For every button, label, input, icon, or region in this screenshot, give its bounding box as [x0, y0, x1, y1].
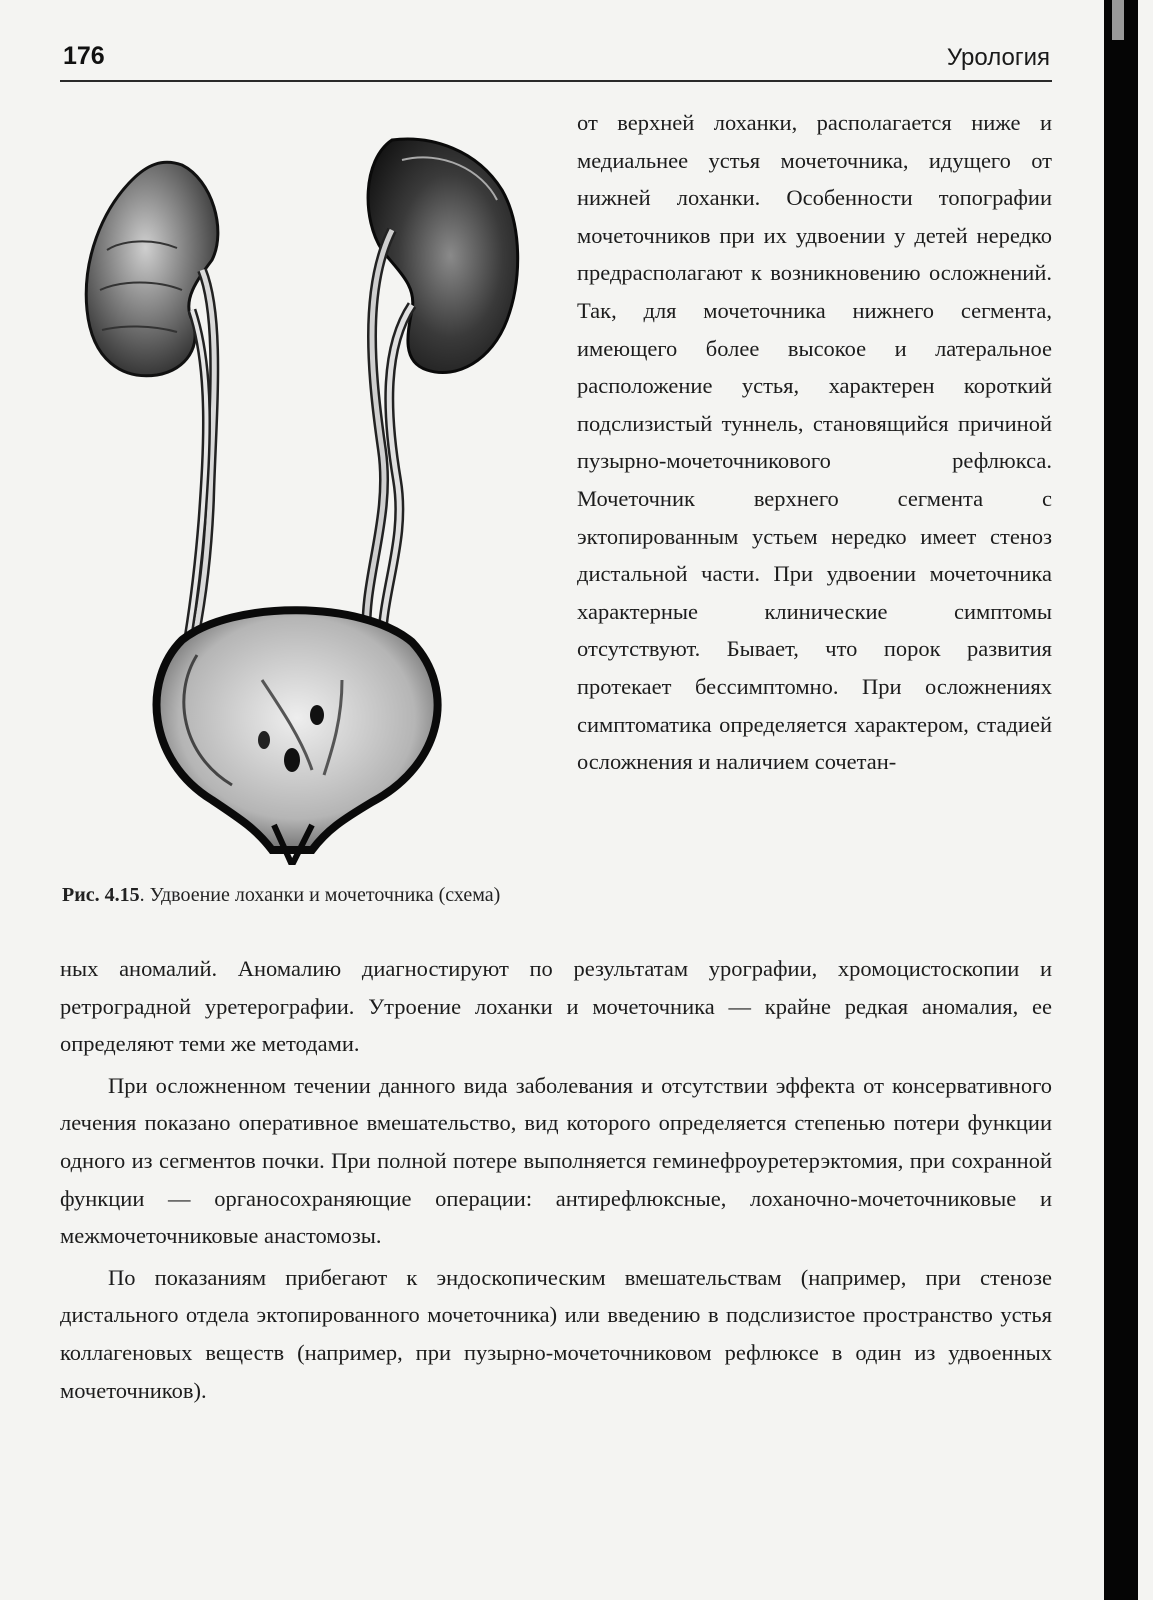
- caption-label: Рис. 4.15: [62, 884, 140, 906]
- main-text: [60, 950, 1052, 1409]
- figure-kidney-duplication: [62, 120, 560, 865]
- scan-edge-shadow: [1104, 0, 1138, 1600]
- page-header: [60, 38, 1052, 82]
- figure-caption: [62, 880, 542, 910]
- running-title: Урология: [946, 44, 1050, 71]
- urinary-bladder: [157, 610, 438, 850]
- page-number: 176: [63, 42, 105, 70]
- right-kidney: [368, 139, 518, 372]
- paragraph: При осложненном течении данного вида заболевания и отсутствии эффекта от консервативного лечения показано оперативное вмешательство, вид которого определяется степенью потери функции одного из сегментов почки. При полной потере выполняется геминефроуретерэктомия, при сохранной функции — органосохраняющие операции: антирефлюксные, лоханочно-мочеточниковые и межмочеточниковые анастомозы.: [60, 1072, 1052, 1249]
- paragraph-continuation: ных аномалий. Аномалию диагностируют по результатам урографии, хромоцистоскопии и ретроградной уретерографии. Утроение лоханки и мочеточника — крайне редкая аномалия, ее определяют теми же методами.: [60, 956, 1052, 1057]
- side-column-text: от верхней лоханки, располагается ниже и медиальнее устья мочеточника, идущего от нижней лоханки. Особенности топографии мочеточников при их удвоении у детей нередко предрасполагают к возникновению осложнений. Так, для мочеточника нижнего сегмента, имеющего более высокое и латеральное расположение устья, характерен короткий подслизистый туннель, становящийся причиной пузырно-мочеточникового рефлюкса. Мочеточник верхнего сегмента с эктопированным устьем нередко имеет стеноз дистальной части. При удвоении мочеточника характерные клинические симптомы отсутствуют. Бывает, что порок развития протекает бессимптомно. При осложнениях симптоматика определяется характером, стадией осложнения и наличием сочетан-: [577, 110, 1052, 775]
- caption-text: . Удвоение лоханки и мочеточника (схема): [139, 884, 501, 906]
- kidney-bladder-illustration: [62, 120, 560, 865]
- paragraph: По показаниям прибегают к эндоскопическим вмешательствам (например, при стенозе дистального отдела эктопированного мочеточника) или введению в подслизистое пространство устья коллагеновых веществ (например, при пузырно-мочеточниковом рефлюксе в один из удвоенных мочеточников).: [60, 1264, 1052, 1403]
